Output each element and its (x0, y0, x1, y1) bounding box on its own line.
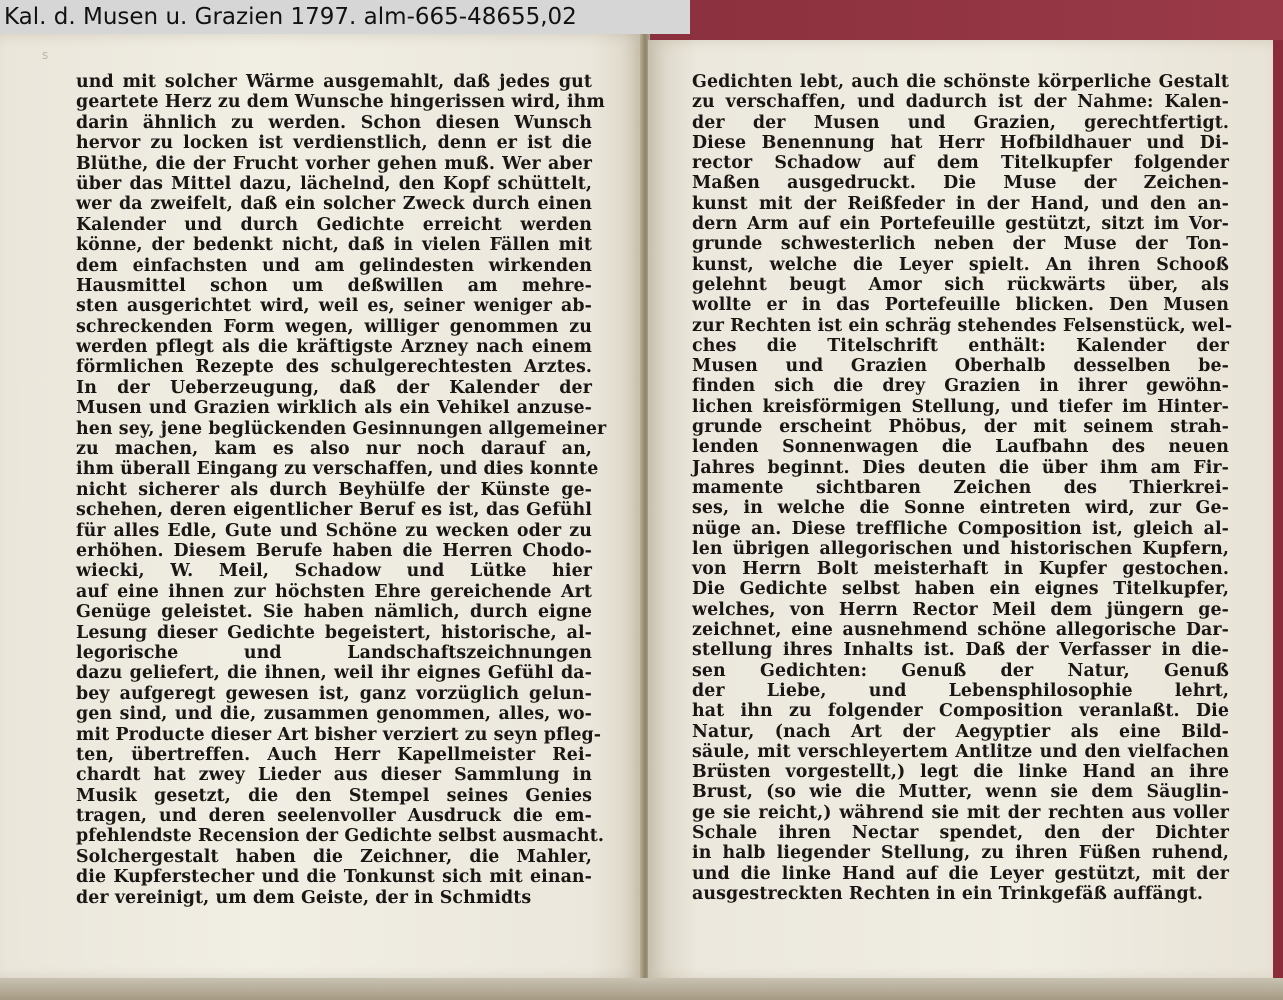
text-line: len übrigen allegorischen und historischen Kupfern, (692, 538, 1229, 559)
text-line: ten, übertreffen. Auch Herr Kapellmeister Rei- (76, 744, 592, 765)
left-page-text (76, 72, 607, 908)
book-bottom-edge (0, 978, 1283, 1000)
text-line: Gedichten lebt, auch die schönste körperliche Gestalt (692, 72, 1229, 92)
text-line: förmlichen Rezepte des schulgerechtesten Arztes. (76, 357, 592, 378)
text-line: mit Producte dieser Art bisher verziert zu seyn pfleg- (76, 724, 602, 745)
text-line: chardt hat zwey Lieder aus dieser Sammlung in (76, 765, 592, 786)
text-line: Maßen ausgedruckt. Die Muse der Zeichen- (692, 173, 1229, 194)
text-line: Musen und Grazien Oberhalb desselben be- (692, 356, 1229, 377)
text-line: für alles Edle, Gute und Schöne zu wecken oder zu (76, 520, 592, 541)
text-line: die Kupferstecher und die Tonkunst sich mit einan- (76, 867, 592, 888)
text-line: bey aufgeregt gewesen ist, ganz vorzüglich gelun- (76, 683, 592, 704)
text-line: Musik gesetzt, die den Stempel seines Genies (76, 785, 592, 806)
text-line: der Liebe, und Lebensphilosophie lehrt, (692, 680, 1229, 701)
text-line: ihm überall Eingang zu verschaffen, und dies konnte (76, 459, 599, 480)
text-line: Brüsten vorgestellt,) legt die linke Hand an ihre (692, 762, 1229, 783)
text-line: und die linke Hand auf die Leyer gestützt, mit der (692, 863, 1229, 884)
text-line: und mit solcher Wärme ausgemahlt, daß jedes gut (76, 72, 592, 92)
text-line: hen sey, jene beglückenden Gesinnungen allgemeiner (76, 418, 607, 439)
text-line: zu machen, kam es also nur noch darauf an, (76, 439, 592, 460)
text-line: Hausmittel schon um deßwillen am mehre- (76, 275, 592, 296)
text-line: hat ihn zu folgender Composition veranlaßt. Die (692, 701, 1229, 722)
text-line: ches die Titelschrift enthält: Kalender der (692, 335, 1229, 356)
text-line: dem einfachsten und am gelindesten wirkenden (76, 255, 592, 276)
text-line: in halb liegender Stellung, zu ihren Füßen ruhend, (692, 843, 1229, 864)
text-line: grunde schwesterlich neben der Muse der Ton- (692, 234, 1229, 255)
text-line: tragen, und deren seelenvoller Ausdruck die em- (76, 806, 592, 827)
text-line: zeichnet, eine ausnehmend schöne allegorische Dar- (692, 620, 1229, 641)
text-line: hervor zu locken ist verdienstlich, denn er ist die (76, 133, 592, 154)
text-line: darin ähnlich zu werden. Schon diesen Wunsch (76, 112, 592, 133)
text-line: lichen kreisförmigen Stellung, und tiefer im Hinter- (692, 396, 1229, 417)
text-line: Musen und Grazien wirklich als ein Vehikel anzuse- (76, 398, 592, 419)
text-line: nüge an. Diese treffliche Composition ist, gleich al- (692, 518, 1229, 539)
corner-mark: s (42, 48, 49, 62)
text-line: auf eine ihnen zur höchsten Ehre gereichende Art (76, 581, 592, 602)
text-line: kunst mit der Reißfeder in der Hand, und den an- (692, 193, 1229, 214)
text-line: schehen, deren eigentlicher Beruf es ist, das Gefühl (76, 500, 592, 521)
text-line: In der Ueberzeugung, daß der Kalender der (76, 377, 592, 398)
text-line: geartete Herz zu dem Wunsche hingerissen wird, ihm (76, 92, 605, 113)
left-page (0, 34, 642, 980)
text-line: sten ausgerichtet wird, weil es, seiner weniger ab- (76, 296, 592, 317)
text-line: rector Schadow auf dem Titelkupfer folgender (692, 153, 1229, 174)
text-line: gelehnt beugt Amor sich rückwärts über, als (692, 274, 1229, 295)
text-line: mamente sichtbaren Zeichen des Thierkrei- (692, 477, 1229, 498)
text-line: Genüge geleistet. Sie haben nämlich, durch eigne (76, 602, 592, 623)
right-page (648, 40, 1273, 980)
text-line: Lesung dieser Gedichte begeistert, historische, al- (76, 622, 592, 643)
text-line: legorische und Landschaftszeichnungen (76, 642, 592, 663)
text-line: sen Gedichten: Genuß der Natur, Genuß (692, 660, 1229, 681)
text-line: Kalender und durch Gedichte erreicht werden (76, 214, 592, 235)
text-line: zur Rechten ist ein schräg stehendes Felsenstück, wel- (692, 315, 1233, 336)
text-line: säule, mit verschleyertem Antlitze und den vielfachen (692, 741, 1229, 762)
text-line: Jahres beginnt. Dies deuten die über ihm am Fir- (692, 457, 1229, 478)
text-line: Diese Benennung hat Herr Hofbildhauer und Di- (692, 132, 1229, 153)
text-line: stellung ihres Inhalts ist. Daß der Verfasser in die- (692, 640, 1229, 661)
text-line: kunst, welche die Leyer spielt. An ihren Schooß (692, 254, 1229, 275)
text-line: finden sich die drey Grazien in ihrer gewöhn- (692, 376, 1229, 397)
text-line: dazu geliefert, die ihnen, weil ihr eignes Gefühl da- (76, 663, 592, 684)
text-line: ausgestreckten Rechten in ein Trinkgefäß auffängt. (692, 883, 1204, 904)
text-line: der vereinigt, um dem Geiste, der in Schmidts (76, 887, 532, 908)
text-line: Die Gedichte selbst haben ein eignes Titelkupfer, (692, 579, 1229, 600)
text-line: pfehlendste Recension der Gedichte selbst ausmacht. (76, 826, 605, 847)
text-line: welches, von Herrn Rector Meil dem jüngern ge- (692, 599, 1229, 620)
text-line: zu verschaffen, und dadurch ist der Nahme: Kalen- (692, 92, 1229, 113)
text-line: der der Musen und Grazien, gerechtfertigt. (692, 112, 1229, 133)
right-page-text (692, 72, 1233, 904)
text-line: ge sie reicht,) während sie mit der rechten aus voller (692, 802, 1229, 823)
text-line: Brust, (so wie die Mutter, wenn sie dem Säuglin- (692, 782, 1229, 803)
text-line: dern Arm auf ein Portefeuille gestützt, sitzt im Vor- (692, 214, 1229, 235)
text-line: gen sind, und die, zusammen genommen, alles, wo- (76, 704, 592, 725)
text-line: werden pflegt als die kräftigste Arzney nach einem (76, 337, 592, 358)
text-line: wer da zweifelt, daß ein solcher Zweck durch einen (76, 194, 592, 215)
text-line: Natur, (nach Art der Aegyptier als eine Bild- (692, 721, 1229, 742)
text-line: Schale ihren Nectar spendet, den der Dichter (692, 822, 1229, 843)
text-line: über das Mittel dazu, lächelnd, den Kopf schüttelt, (76, 173, 592, 194)
text-line: könne, der bedenkt nicht, daß in vielen Fällen mit (76, 235, 592, 256)
text-line: Blüthe, die der Frucht vorher gehen muß. Wer aber (76, 153, 592, 174)
text-line: nicht sicherer als durch Beyhülfe der Künste ge- (76, 479, 592, 500)
text-line: erhöhen. Diesem Berufe haben die Herren Chodo- (76, 540, 592, 561)
text-line: von Herrn Bolt meisterhaft in Kupfer gestochen. (692, 559, 1229, 580)
text-line: Solchergestalt haben die Zeichner, die Mahler, (76, 846, 592, 867)
text-line: ses, in welche die Sonne eintreten wird, zur Ge- (692, 498, 1229, 519)
text-line: lenden Sonnenwagen die Laufbahn des neuen (692, 437, 1229, 458)
image-caption: Kal. d. Musen u. Grazien 1797. alm-665-48655,02 (0, 0, 690, 34)
text-line: wiecki, W. Meil, Schadow und Lütke hier (76, 561, 592, 582)
text-line: grunde erscheint Phöbus, der mit seinem strah- (692, 417, 1229, 438)
text-line: schreckenden Form wegen, williger genommen zu (76, 316, 592, 337)
text-line: wollte er in das Portefeuille blicken. Den Musen (692, 295, 1229, 316)
